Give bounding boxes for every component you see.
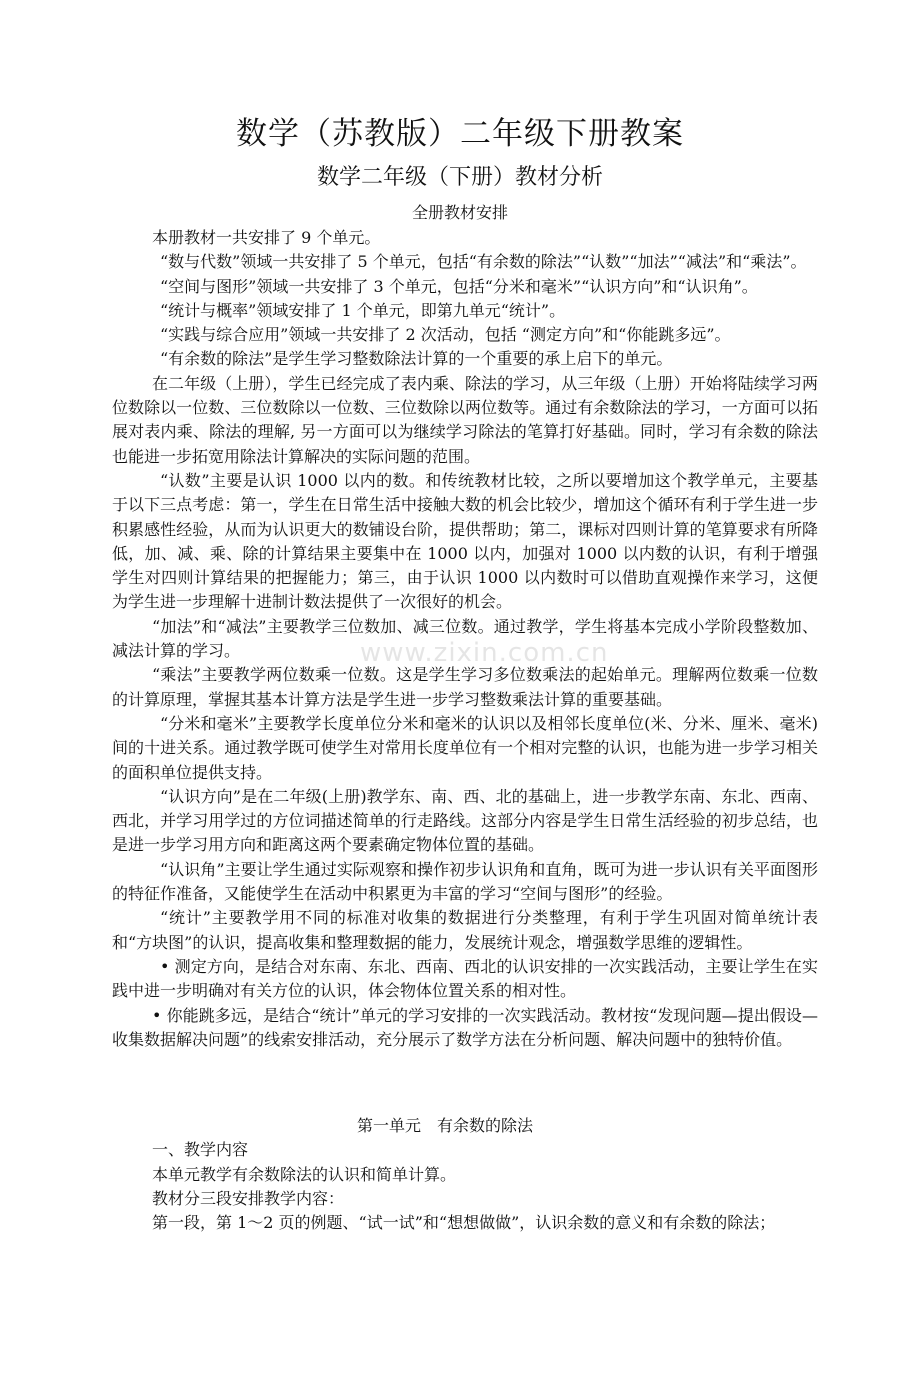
section-title: 全册教材安排: [411, 203, 508, 222]
paragraph: “认识角”主要让学生通过实际观察和操作初步认识角和直角，既可为进一步认识有关平面图形的特征作准备，又能使学生在活动中积累更为丰富的学习“空间与图形”的经验。: [112, 859, 818, 904]
paragraph: “数与代数”领域一共安排了 5 个单元，包括“有余数的除法”“认数”“加法”“减法”和“乘法”。: [160, 252, 807, 272]
chapter-line: 教材分三段安排教学内容：: [152, 1188, 345, 1208]
paragraph: “加法”和“减法”主要教学三位数加、减三位数。通过教学，学生将基本完成小学阶段整数加、减法计算的学习。: [112, 616, 818, 661]
document-title: 数学（苏教版）二年级下册教案: [236, 116, 684, 152]
paragraph: “认数”主要是认识 1000 以内的数。和传统教材比较，之所以要增加这个教学单元，主要基于以下三点考虑：第一，学生在日常生活中接触大数的机会比较少，增加这个循环有利于学生进一步积累感性经验，从而为认识更大的数铺设台阶，提供帮助；第二，课标对四则计算的笔算要求有所降低，加、减、乘、除的计算结果主要集中在 1000 以内，加强对 1000 以内数的认识，有利于增强学生对四则计算结果的把握能力；第三，由于认识 1000 以内数时可以借助直观操作来学习，这便为学生进一步理解十进制计数法提供了一次很好的机会。: [112, 470, 818, 612]
document-body: [112, 226, 818, 1236]
paragraph: “分米和毫米”主要教学长度单位分米和毫米的认识以及相邻长度单位(米、分米、厘米、毫米)间的十进关系。通过教学既可使学生对常用长度单位有一个相对完整的认识，也能为进一步学习相关的面积单位提供支持。: [112, 713, 818, 782]
paragraph: “空间与图形”领域一共安排了 3 个单元，包括“分米和毫米”“认识方向”和“认识角”。: [160, 276, 758, 296]
chapter-line: 第一段，第 1～2 页的例题、“试一试”和“想想做做”，认识余数的意义和有余数的除法；: [152, 1213, 776, 1233]
paragraph: “有余数的除法”是学生学习整数除法计算的一个重要的承上启下的单元。: [160, 349, 673, 369]
section-spacer: [112, 1052, 818, 1114]
paragraph: “实践与综合应用”领域一共安排了 2 次活动，包括 “测定方向”和“你能跳多远”。: [160, 325, 731, 345]
chapter-title: 第一单元 有余数的除法: [356, 1116, 533, 1136]
chapter-line: 一、教学内容: [152, 1140, 249, 1160]
paragraph: “统计”主要教学用不同的标准对收集的数据进行分类整理，有利于学生巩固对简单统计表和“方块图”的认识，提高收集和整理数据的能力，发展统计观念，增强数学思维的逻辑性。: [112, 908, 818, 952]
document-subtitle: 数学二年级（下册）教材分析: [316, 165, 603, 190]
paragraph: “认识方向”是在二年级(上册)教学东、南、西、北的基础上，进一步教学东南、东北、西南、西北，并学习用学过的方位词描述简单的行走路线。这部分内容是学生日常生活经验的初步总结，也是进一步学习用方向和距离这两个要素确定物体位置的基础。: [112, 786, 818, 855]
paragraph: 在二年级（上册），学生已经完成了表内乘、除法的学习，从三年级（上册）开始将陆续学习两位数除以一位数、三位数除以一位数、三位数除以两位数等。通过有余数除法的学习，一方面可以拓展对表内乘、除法的理解, 另一方面可以为继续学习除法的笔算打好基础。同时，学习有余数的除法也能进一步拓宽用除法计算解决的实际问题的范围。: [112, 373, 818, 466]
paragraph: “乘法”主要教学两位数乘一位数。这是学生学习多位数乘法的起始单元。理解两位数乘一位数的计算原理，掌握其基本计算方法是学生进一步学习整数乘法计算的重要基础。: [112, 665, 818, 709]
paragraph: “统计与概率”领域安排了 1 个单元，即第九单元“统计”。: [160, 300, 566, 320]
watermark: www.zixin.com.cn: [360, 638, 609, 668]
paragraph: 本册教材一共安排了 9 个单元。: [152, 228, 381, 247]
bullet-paragraph: • 你能跳多远，是结合“统计”单元的学习安排的一次实践活动。教材按“发现问题—提出假设—收集数据解决问题”的线索安排活动，充分展示了数学方法在分析问题、解决问题中的独特价值。: [112, 1005, 818, 1049]
bullet-paragraph: • 测定方向，是结合对东南、东北、西南、西北的认识安排的一次实践活动，主要让学生在实践中进一步明确对有关方位的认识，体会物体位置关系的相对性。: [112, 956, 818, 1001]
chapter-line: 本单元教学有余数除法的认识和简单计算。: [152, 1164, 457, 1184]
